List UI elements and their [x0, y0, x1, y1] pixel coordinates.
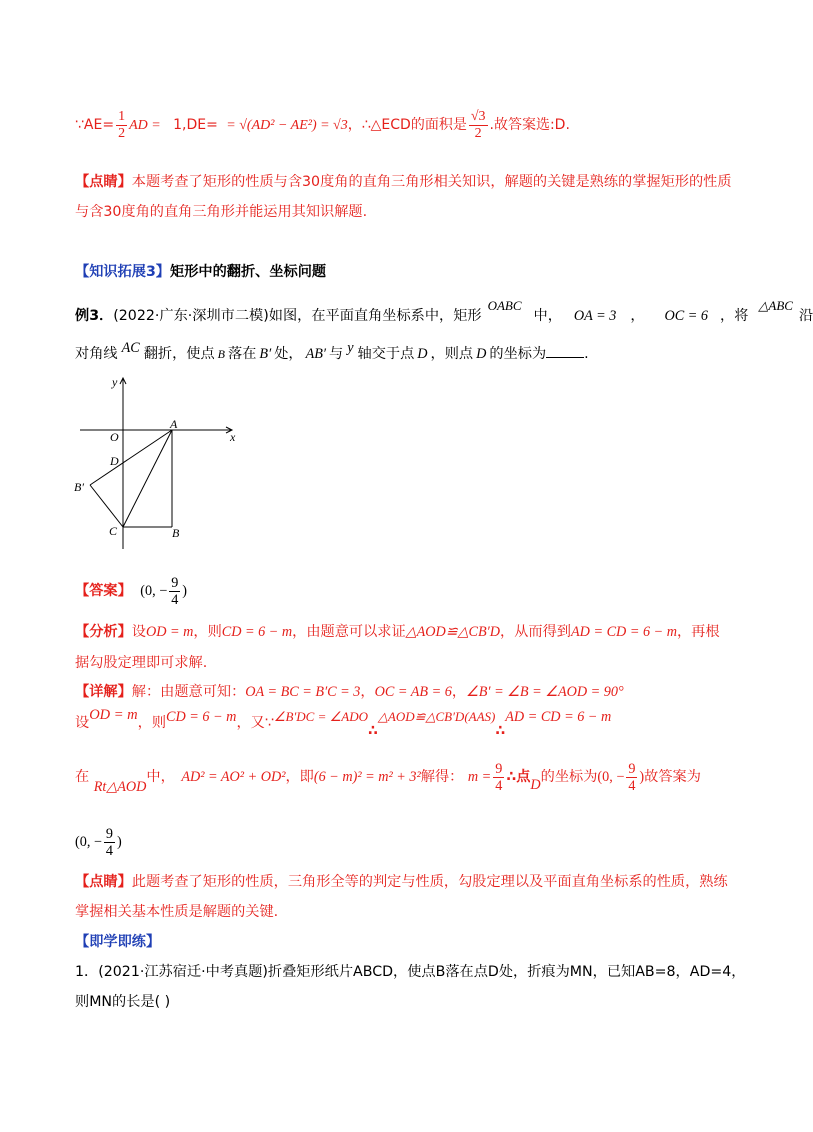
fraction-9-4: [104, 826, 115, 859]
text: 故答案为: [644, 769, 701, 785]
fraction-half: [116, 109, 127, 142]
point-d: D: [530, 777, 541, 793]
text: ，: [360, 684, 375, 700]
frac-den: 4: [495, 777, 503, 794]
frac-den: 4: [628, 777, 636, 794]
answer-line: 【答案】 (0, − $\frac{9}{4}$ ): [75, 575, 188, 608]
text: 的坐标为: [540, 769, 598, 785]
text: 与: [329, 346, 344, 362]
math: AD² = AO² + OD²: [181, 769, 286, 785]
text: 在: [75, 769, 90, 785]
text: 解得：: [420, 769, 464, 785]
example-3-line-1: [75, 298, 813, 325]
y-axis-var: y: [347, 340, 354, 356]
math: CD = 6 − m: [166, 709, 237, 725]
math: (0, −: [75, 834, 102, 850]
text: ，由题意可以求证: [292, 624, 406, 640]
section-heading: [75, 261, 326, 281]
section-tag: 【知识拓展3】: [75, 264, 170, 280]
point-b: B: [217, 347, 226, 361]
answer-d: .故答案选:D.: [489, 117, 570, 133]
math: CD = 6 − m: [221, 624, 293, 640]
label-x: x: [230, 430, 236, 444]
question-text: 1．(2021·江苏宿迁·中考真题)折叠矩形纸片ABCD，使点B落在点D处，折痕为MN，已知AB=8，AD=4，: [75, 964, 746, 980]
frac-num: 1: [118, 108, 126, 124]
de-part: 1,DE=: [173, 117, 218, 133]
frac-den: 4: [105, 842, 114, 859]
frac-num: 9: [495, 760, 503, 777]
practice-heading: [75, 931, 160, 951]
comment-text: 掌握相关基本性质是解题的关键.: [75, 904, 279, 920]
analysis-tag: 【分析】: [75, 624, 132, 640]
text: ，: [630, 308, 645, 324]
text: 对角线: [75, 346, 118, 362]
math: ): [639, 769, 645, 785]
oa-eq: OA = 3: [573, 308, 617, 324]
label-b: B: [172, 526, 180, 540]
comment-text: 此题考查了矩形的性质，三角形全等的判定与性质，勾股定理以及平面直角坐标系的性质，熟练: [131, 874, 728, 890]
comment-text: 本题考查了矩形的性质与含30度角的直角三角形相关知识，解题的关键是熟练的掌握矩形的性质: [131, 174, 732, 190]
math: (0, −: [597, 769, 625, 785]
label-b-prime: B′: [74, 480, 84, 494]
text: ，则点: [430, 346, 474, 362]
text: ，即: [285, 769, 314, 785]
math: m =: [467, 769, 492, 785]
math: △AOD≌△CB′D: [405, 624, 501, 640]
answer-blank: [546, 345, 584, 358]
text: 落在: [228, 346, 257, 362]
text: 设: [75, 715, 90, 731]
text: ∴点: [506, 769, 531, 785]
text: ，又∵: [236, 715, 274, 731]
example-label: 例3．: [75, 308, 114, 324]
example-source: (2022·广东·深圳市二模)如图，在平面直角坐标系中，矩形: [113, 308, 482, 324]
math: ∠B′DC = ∠ADO: [273, 709, 368, 724]
segment-abprime: AB′: [305, 346, 327, 362]
comment-text: 与含30度角的直角三角形并能运用其知识解题.: [75, 204, 368, 220]
question-text: 则MN的长是( ): [75, 994, 171, 1010]
math: OD = m: [89, 707, 138, 723]
triangle-abc: △ABC: [758, 298, 793, 313]
answer-tag: 【答案】: [75, 582, 132, 599]
detail-tag: 【详解】: [75, 684, 132, 700]
frac-num: 9: [105, 825, 114, 842]
text: 处，: [274, 346, 303, 362]
text: ，将: [720, 308, 749, 324]
text: ，则: [137, 715, 167, 731]
frac-num: 9: [628, 760, 636, 777]
math: AD = CD = 6 − m: [570, 624, 677, 640]
segment-ab-prime: [90, 430, 172, 485]
comment-1-line-1: [75, 171, 732, 191]
comment-1-line-2: [75, 201, 367, 221]
text: .: [584, 346, 589, 362]
point-bprime: B′: [259, 346, 272, 362]
comment-tag: 【点睛】: [75, 874, 132, 890]
comment-2-line-2: [75, 901, 278, 921]
therefore-symbol: ∴: [495, 723, 506, 739]
frac-den: 2: [118, 125, 126, 141]
text: ，则: [193, 624, 222, 640]
rect-oabc: OABC: [487, 298, 522, 313]
fraction-9-4: [626, 761, 637, 794]
text: ，: [451, 684, 467, 700]
text: ，再根: [676, 624, 720, 640]
text: 翻折，使点: [143, 346, 215, 362]
fraction-9-4: [493, 761, 504, 794]
math: (6 − m)² = m² + 3²: [313, 769, 421, 785]
text: 轴交于点: [357, 346, 415, 362]
text: 沿: [798, 308, 813, 324]
detail-line-4: [75, 822, 122, 862]
comment-tag: 【点睛】: [75, 174, 132, 190]
practice-q1-line-2: [75, 991, 170, 1011]
text: 设: [131, 624, 146, 640]
practice-title: 【即学即练】: [75, 934, 161, 950]
therefore-symbol: ∴: [368, 723, 378, 739]
diagonal-ac: [123, 430, 172, 527]
math: OC = AB = 6: [374, 684, 452, 700]
frac-num: √3: [470, 108, 486, 124]
section-title: 矩形中的翻折、坐标问题: [170, 264, 327, 280]
text: ，从而得到: [500, 624, 571, 640]
math: OA = BC = B′C = 3: [245, 684, 361, 700]
segment-b-prime-c: [90, 485, 123, 527]
example-3-line-2: [75, 340, 589, 363]
label-c: C: [109, 524, 118, 538]
fraction-sqrt3-over-2: [469, 109, 488, 142]
detail-line-2: [75, 707, 612, 739]
analysis-line-2: [75, 652, 207, 672]
label-a: A: [170, 417, 178, 431]
sqrt-expression: = √(AD² − AE²) = √3: [226, 118, 348, 133]
text: 中，: [533, 308, 562, 324]
therefore-area: ，∴△ECD的面积是: [347, 117, 467, 133]
math: Rt△AOD: [93, 779, 147, 795]
because-ae: ∵AE=: [75, 117, 115, 133]
ad-term: AD =: [129, 118, 161, 133]
text: 解：由题意可知：: [131, 684, 246, 700]
math: ): [117, 834, 122, 850]
text: 中，: [146, 769, 175, 785]
detail-line-3: [75, 757, 701, 797]
text: 的坐标为: [489, 346, 547, 362]
math: AD = CD = 6 − m: [505, 709, 612, 725]
practice-q1-line-1: [75, 961, 745, 981]
oc-eq: OC = 6: [664, 308, 709, 324]
label-d: D: [110, 454, 119, 468]
analysis-line-1: [75, 621, 720, 641]
ac: AC: [121, 340, 140, 356]
frac-den: 2: [474, 125, 482, 141]
label-o: O: [110, 430, 119, 444]
math: △AOD≌△CB′D(AAS): [377, 709, 496, 724]
solution-line-ecd-area: [75, 103, 570, 148]
fraction-9-4: $\frac{9}{4}$: [171, 575, 179, 608]
detail-line-1: [75, 681, 624, 701]
geometry-figure: [72, 375, 262, 550]
point-d: D: [476, 346, 487, 362]
math: OD = m: [145, 624, 194, 640]
label-y: y: [112, 375, 118, 389]
math: ∠B′ = ∠B = ∠AOD = 90°: [466, 684, 624, 700]
point-d: D: [417, 346, 428, 362]
text: 据勾股定理即可求解.: [75, 655, 208, 671]
comment-2-line-1: [75, 871, 728, 891]
